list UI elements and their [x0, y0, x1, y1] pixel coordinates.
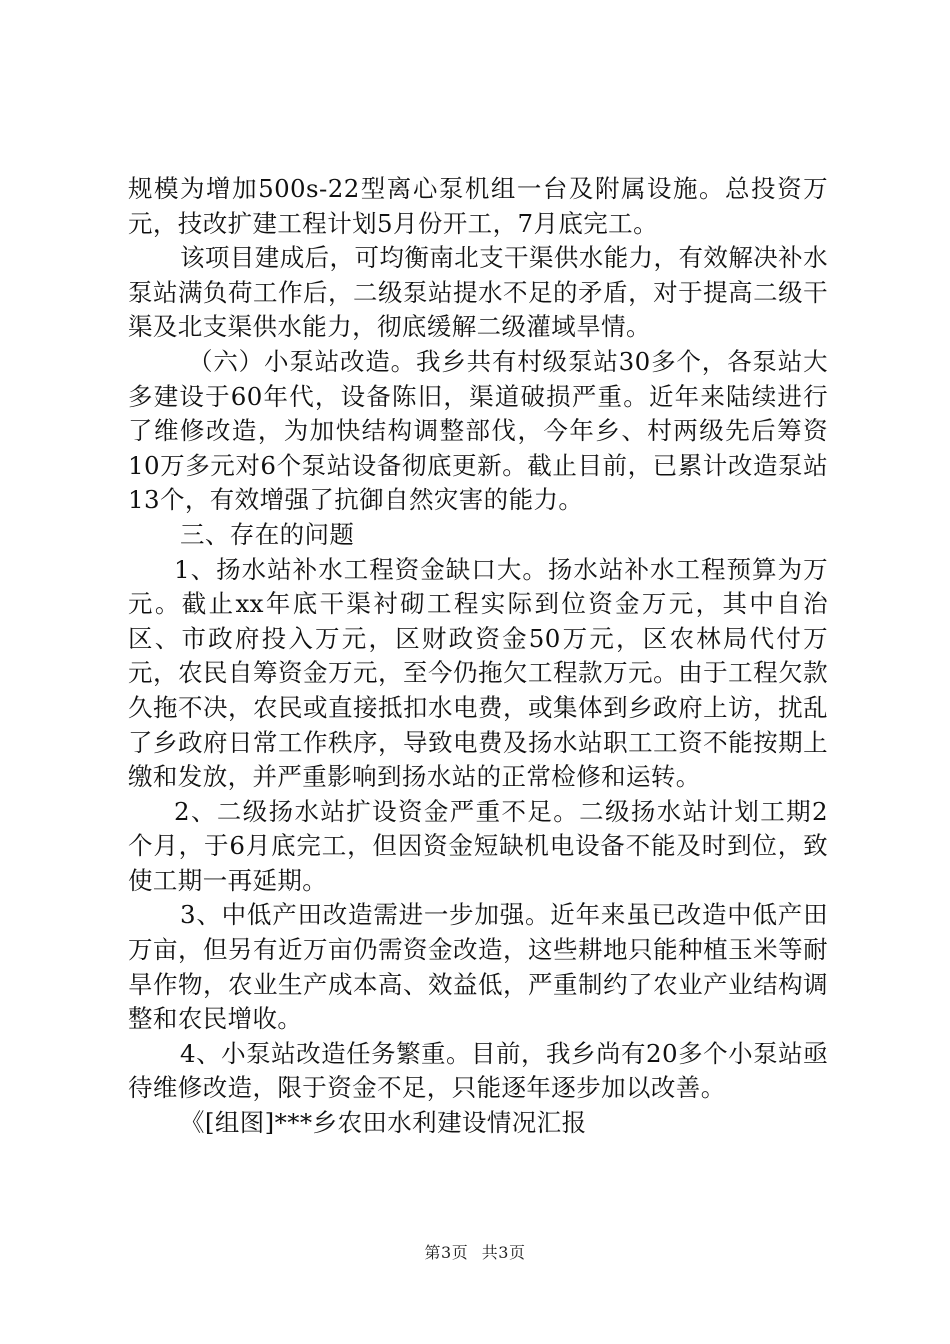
paragraph-problem-2: 2、二级扬水站扩设资金严重不足。二级扬水站计划工期2个月，于6月底完工，但因资金短缺机电设备不能及时到位，致使工期一再延期。 [128, 796, 828, 895]
page-number: 第3页 [424, 1243, 469, 1262]
section-heading-existing-problems: 三、存在的问题 [180, 519, 355, 549]
paragraph-project-benefit: 该项目建成后，可均衡南北支干渠供水能力，有效解决补水泵站满负荷工作后，二级泵站提水不足的矛盾，对于提高二级干渠及北支渠供水能力，彻底缓解二级灌域旱情。 [128, 243, 828, 342]
document-body [128, 172, 828, 1141]
paragraph-problem-4: 4、小泵站改造任务繁重。目前，我乡尚有20多个小泵站亟待维修改造，限于资金不足，只能逐年逐步加以改善。 [128, 1038, 828, 1103]
paragraph-problem-1: 1、扬水站补水工程资金缺口大。扬水站补水工程预算为万元。截止xx年底干渠衬砌工程实际到位资金万元，其中自治区、市政府投入万元，区财政资金50万元，区农林局代付万元，农民自筹资金万元，至今仍拖欠工程款万元。由于工程欠款久拖不决，农民或直接抵扣水电费，或集体到乡政府上访，扰乱了乡政府日常工作秩序，导致电费及扬水站职工工资不能按期上缴和发放，并严重影响到扬水站的正常检修和运转。 [128, 554, 828, 792]
related-article-link: 《[组图]***乡农田水利建设情况汇报 [180, 1108, 587, 1138]
page-total: 共3页 [481, 1243, 526, 1262]
paragraph-project-scale: 规模为增加500s-22型离心泵机组一台及附属设施。总投资万元，技改扩建工程计划5月份开工，7月底完工。 [128, 174, 828, 238]
page-footer [0, 1243, 950, 1263]
paragraph-small-pump-stations: （六）小泵站改造。我乡共有村级泵站30多个，各泵站大多建设于60年代，设备陈旧，渠道破损严重。近年来陆续进行了维修改造，为加快结构调整部伐，今年乡、村两级先后筹资10万多元对6个泵站设备彻底更新。截止目前，已累计改造泵站13个，有效增强了抗御自然灾害的能力。 [128, 346, 828, 515]
paragraph-problem-3: 3、中低产田改造需进一步加强。近年来虽已改造中低产田万亩，但另有近万亩仍需资金改造，这些耕地只能种植玉米等耐旱作物，农业生产成本高、效益低，严重制约了农业产业结构调整和农民增收。 [128, 900, 828, 1034]
